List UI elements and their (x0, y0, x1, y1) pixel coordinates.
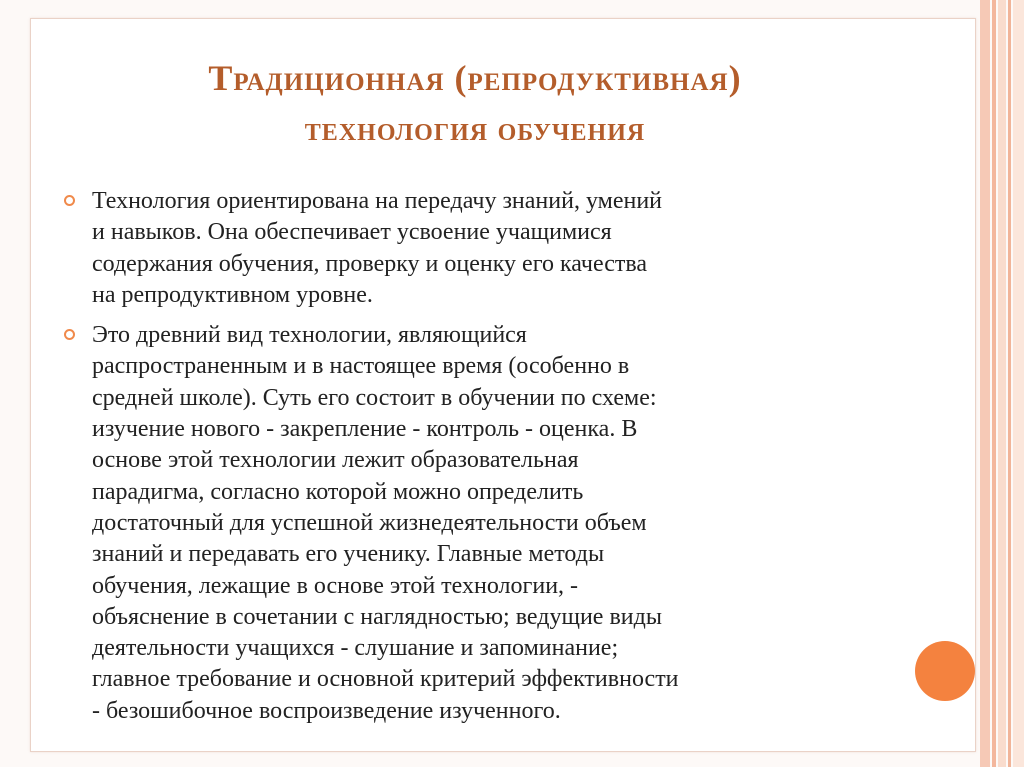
text-line: основе этой технологии лежит образовательная (92, 447, 579, 474)
text-line: Технология ориентирована на передачу знаний, умений (92, 188, 663, 214)
text-line: знаний и передавать его ученику. Главные методы (92, 541, 605, 568)
text-line: средней школе). Суть его состоит в обучении по схеме: (92, 384, 657, 411)
decorative-stripe (998, 0, 1006, 767)
decorative-stripe (980, 0, 990, 767)
text-line: содержания обучения, проверку и оценку его качества (92, 250, 648, 277)
decorative-stripe (992, 0, 996, 767)
text-line: и навыков. Она обеспечивает усвоение учащимися (92, 219, 612, 246)
bullet-item-2 (62, 320, 892, 727)
bullet-text (92, 186, 892, 311)
text-line: парадигма, согласно которой можно определить (92, 478, 584, 505)
slide-title-line-2: технология обучения (304, 111, 646, 148)
text-line: объяснение в сочетании с наглядностью; ведущие виды (92, 603, 662, 630)
bullet-text (92, 320, 892, 727)
text-line: деятельности учащихся - слушание и запоминание; (92, 635, 619, 662)
text-line: достаточный для успешной жизнедеятельности объем (92, 509, 647, 536)
text-line: обучения, лежащие в основе этой технологии, - (92, 572, 579, 599)
decorative-stripe (1013, 0, 1024, 767)
decorative-stripe (1008, 0, 1011, 767)
text-line: на репродуктивном уровне. (92, 281, 373, 308)
text-line: Это древний вид технологии, являющийся (92, 322, 527, 349)
circle-bullet-icon (64, 195, 75, 206)
circle-bullet-icon (64, 329, 75, 340)
bullet-item-1 (62, 186, 892, 311)
text-line: - безошибочное воспроизведение изученного. (92, 697, 561, 724)
bullet-list (62, 186, 892, 736)
slide-title-line-1: Традиционная (репродуктивная) (208, 58, 742, 98)
text-line: распространенным и в настоящее время (особенно в (92, 353, 630, 380)
text-line: главное требование и основной критерий эффективности (92, 666, 679, 693)
orange-circle-decoration (915, 641, 975, 701)
text-line: изучение нового - закрепление - контроль - оценка. В (92, 416, 638, 443)
slide-title (40, 52, 910, 156)
